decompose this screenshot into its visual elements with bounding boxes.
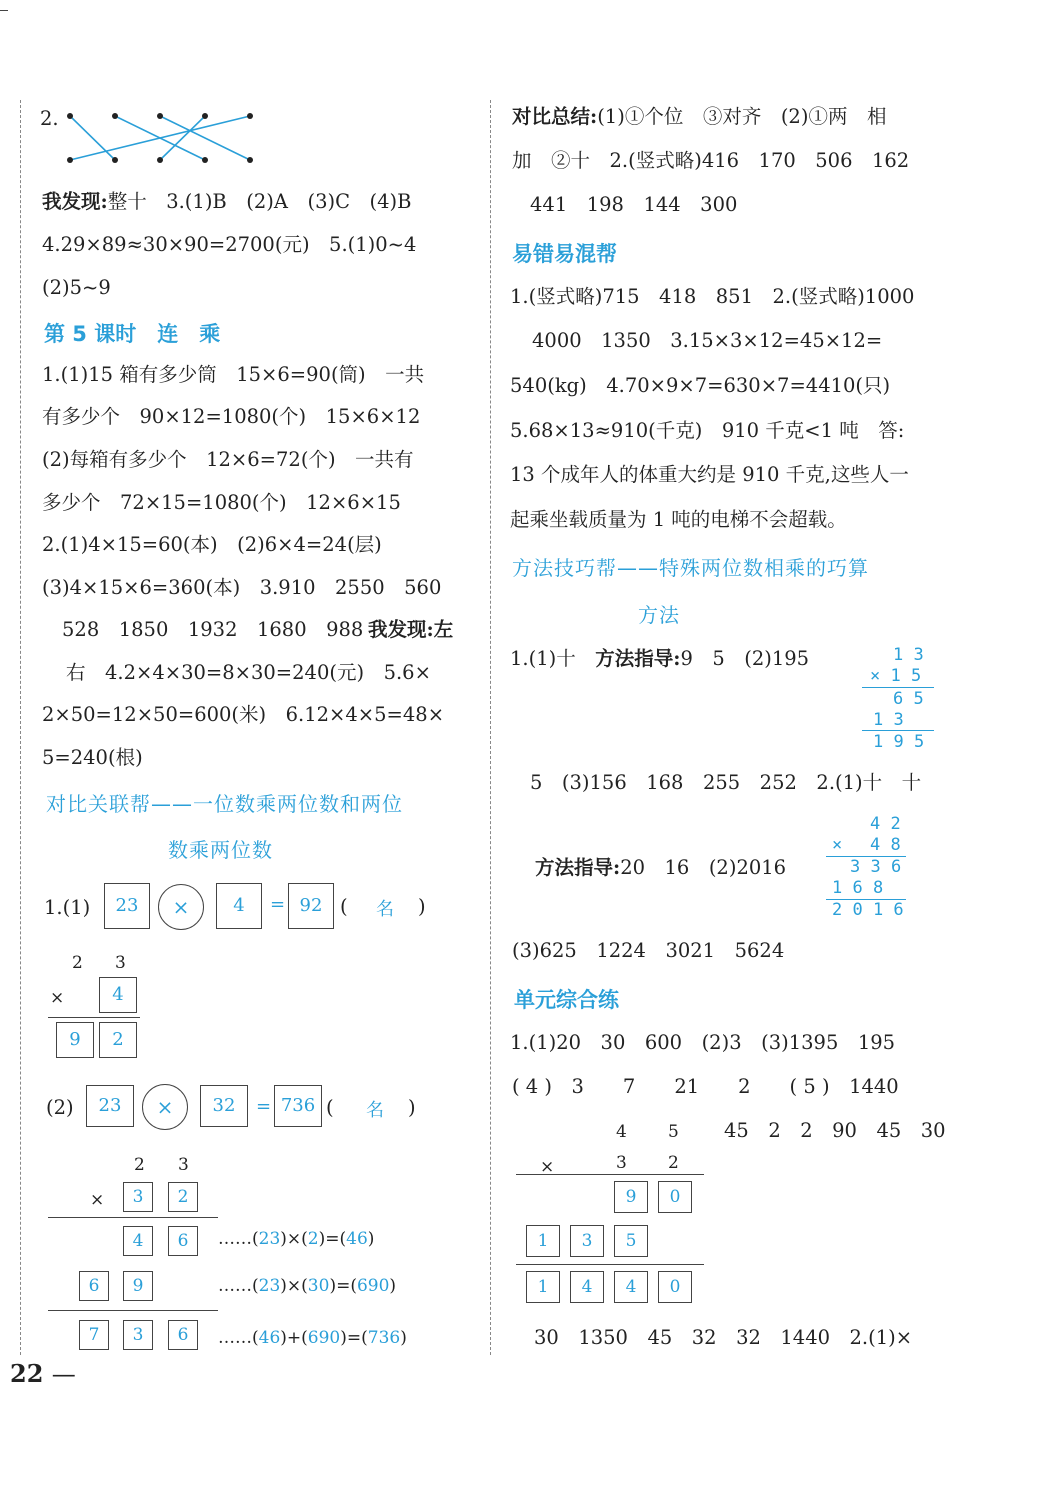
eq2-equals: = [256, 1096, 272, 1117]
u3-times: × [540, 1157, 555, 1177]
section-title-compare-2: 数乘两位数 [168, 838, 273, 862]
crop-mark [0, 10, 8, 11]
calc2-row1-note: ……(23)×(2)=(46) [218, 1229, 375, 1249]
calc2-row2-box: 9 [123, 1271, 153, 1301]
summary-prefix: 对比总结: [512, 105, 598, 128]
u3-row1-box: 9 [614, 1181, 648, 1213]
eq1-close: ) [418, 895, 426, 918]
s3-line: 起乘坐载质量为 1 吨的电梯不会超载。 [510, 508, 847, 531]
s3-line: 1.(竖式略)715 418 851 2.(竖式略)1000 [510, 285, 915, 308]
calc4-line: 2 0 1 6 [832, 900, 904, 920]
calc1-res-box: 9 [56, 1022, 94, 1058]
right-line-b: 加 ②十 2.(竖式略)416 170 506 162 [512, 149, 910, 172]
s3-line: 4000 1350 3.15×3×12=45×12= [532, 329, 883, 352]
calc3-line: 1 3 [893, 645, 924, 665]
summary-rest: (1)①个位 ③对齐 (2)①两 相 [597, 105, 887, 128]
calc2-top-digit: 2 [134, 1155, 145, 1175]
calc1-rule [48, 1017, 140, 1018]
discover-rest: 整十 3.(1)B (2)A (3)C (4)B [107, 190, 412, 213]
section-title-methods-2: 方法 [638, 603, 680, 627]
s3-line: 13 个成年人的体重大约是 910 千克,这些人一 [510, 463, 909, 486]
methods-line-2: 5 (3)156 168 255 252 2.(1)十 十 [530, 771, 922, 794]
calc4-line: 4 8 [870, 835, 901, 855]
s1-line: 右 4.2×4×30=8×30=240(元) 5.6× [66, 661, 431, 684]
calc2-row2-note: ……(23)×(30)=(690) [218, 1276, 397, 1296]
u3-mult-digit: 3 [616, 1153, 627, 1173]
s1-line: 528 1850 1932 1680 988 [62, 618, 364, 641]
eq1-box-result: 92 [288, 883, 334, 929]
calc2-mult-box: 2 [168, 1182, 198, 1212]
page-number: 22 — [10, 1359, 76, 1388]
eq1-unit: 名 [376, 899, 394, 920]
u3-row2-box: 5 [614, 1225, 648, 1257]
right-line-c: 441 198 144 300 [530, 193, 738, 216]
eq1-label: 1.(1) [44, 896, 91, 919]
s3-line: 5.68×13≈910(千克) 910 千克<1 吨 答: [510, 419, 905, 442]
eq2-box-a: 23 [86, 1085, 134, 1127]
u3-top-digit: 4 [616, 1122, 627, 1142]
calc3-line: 6 5 [893, 689, 924, 709]
calc3-rule [862, 687, 934, 688]
calc2-row3-box: 3 [123, 1320, 153, 1350]
calc2-row1-box: 4 [123, 1226, 153, 1256]
u3-row3-box: 0 [658, 1271, 692, 1303]
discover-prefix: 我发现: [42, 190, 108, 213]
s1-line: 1.(1)15 箱有多少筒 15×6=90(筒) 一共 [42, 363, 425, 386]
s1-line: 多少个 72×15=1080(个) 12×6×15 [42, 491, 401, 514]
calc2-row3-box: 6 [168, 1320, 198, 1350]
u3-mult-digit: 2 [668, 1153, 679, 1173]
section-title-errors: 易错易混帮 [512, 242, 617, 266]
calc1-res-box: 2 [99, 1022, 137, 1058]
u3-rule-2 [516, 1264, 704, 1265]
methods-line-4: (3)625 1224 3021 5624 [512, 939, 785, 962]
calc1-top-digit: 3 [115, 953, 126, 973]
unit-line-last: 30 1350 45 32 32 1440 2.(1)× [534, 1326, 913, 1349]
s1-discover: 我发现:左 [368, 618, 454, 641]
calc1-mult-box: 4 [99, 977, 137, 1013]
calc3-rule [862, 730, 934, 731]
u3-rule-1 [516, 1174, 704, 1175]
q2-label: 2. [40, 107, 59, 130]
calc1-top-digit: 2 [72, 953, 83, 973]
summary-line [512, 104, 886, 130]
calc2-rule-2 [48, 1310, 218, 1311]
unit-line-1: 1.(1)20 30 600 (2)3 (3)1395 195 [510, 1031, 896, 1054]
answer-line-5: (2)5~9 [42, 276, 111, 299]
u3-row3-box: 4 [614, 1271, 648, 1303]
eq2-close: ) [408, 1096, 416, 1119]
section-title-methods-1: 方法技巧帮——特殊两位数相乘的巧算 [512, 556, 869, 580]
u3-row3-box: 4 [570, 1271, 604, 1303]
eq2-label: (2) [46, 1096, 74, 1119]
eq2-open: ( [326, 1096, 334, 1119]
left-border-line [20, 100, 21, 1355]
calc2-row3-box: 7 [79, 1320, 109, 1350]
calc2-row2-box: 6 [79, 1271, 109, 1301]
eq1-times-circle: × [158, 884, 204, 930]
methods-line-3: 方法指导:20 16 (2)2016 [535, 856, 787, 879]
u3-top-digit: 5 [668, 1122, 679, 1142]
s1-line: (2)每箱有多少个 12×6=72(个) 一共有 [42, 448, 414, 471]
s1-line: 2×50=12×50=600(米) 6.12×4×5=48× [42, 703, 445, 726]
eq1-box-b: 4 [216, 883, 262, 929]
unit-line-2: ( 4 ) 3 7 21 2 ( 5 ) 1440 [512, 1075, 899, 1098]
calc2-row3-note: ……(46)+(690)=(736) [218, 1328, 407, 1348]
calc3-line: 1 9 5 [873, 732, 925, 752]
s1-line: 2.(1)4×15=60(本) (2)6×4=24(层) [42, 533, 382, 556]
calc2-top-digit: 3 [178, 1155, 189, 1175]
answer-line-4: 4.29×89≈30×90=2700(元) 5.(1)0~4 [42, 233, 417, 256]
eq1-open: ( [340, 895, 348, 918]
u3-row1-box: 0 [658, 1181, 692, 1213]
section-title-compare-1: 对比关联帮——一位数乘两位数和两位 [46, 792, 403, 816]
eq1-equals: = [270, 894, 286, 915]
u3-row2-box: 3 [570, 1225, 604, 1257]
eq2-unit: 名 [366, 1100, 384, 1121]
calc4-line: × [832, 835, 843, 855]
calc1-times: × [50, 988, 65, 1008]
eq1-box-a: 23 [104, 883, 150, 929]
calc2-row1-box: 6 [168, 1226, 198, 1256]
calc3-line: 1 3 [873, 710, 904, 730]
s3-line: 540(kg) 4.70×9×7=630×7=4410(只) [510, 374, 891, 397]
s1-line: 5=240(根) [42, 746, 143, 769]
calc2-times: × [90, 1190, 105, 1210]
calc3-line: × 1 5 [870, 666, 922, 686]
calc4-line: 3 3 6 [850, 857, 902, 877]
eq2-box-result: 736 [274, 1085, 322, 1127]
column-divider [490, 100, 491, 1355]
methods-line-1: 1.(1)十 方法指导:9 5 (2)195 [510, 647, 810, 670]
u3-row3-box: 1 [526, 1271, 560, 1303]
unit-line-3-rest: 45 2 2 90 45 30 [724, 1119, 946, 1142]
calc4-line: 1 6 8 [832, 878, 884, 898]
s1-line: 有多少个 90×12=1080(个) 15×6×12 [42, 405, 421, 428]
u3-row2-box: 1 [526, 1225, 560, 1257]
s1-line: (3)4×15×6=360(本) 3.910 2550 560 [42, 576, 442, 599]
calc4-line: 4 2 [870, 814, 901, 834]
eq2-times-circle: × [142, 1084, 188, 1130]
matching-lines-diagram [60, 108, 260, 168]
section-title-unit-review: 单元综合练 [514, 988, 619, 1012]
section-title-lesson5: 第 5 课时 连 乘 [44, 322, 221, 346]
discover-line [42, 189, 411, 215]
calc2-mult-box: 3 [123, 1182, 153, 1212]
calc2-rule-1 [48, 1217, 218, 1218]
eq2-box-b: 32 [200, 1085, 248, 1127]
